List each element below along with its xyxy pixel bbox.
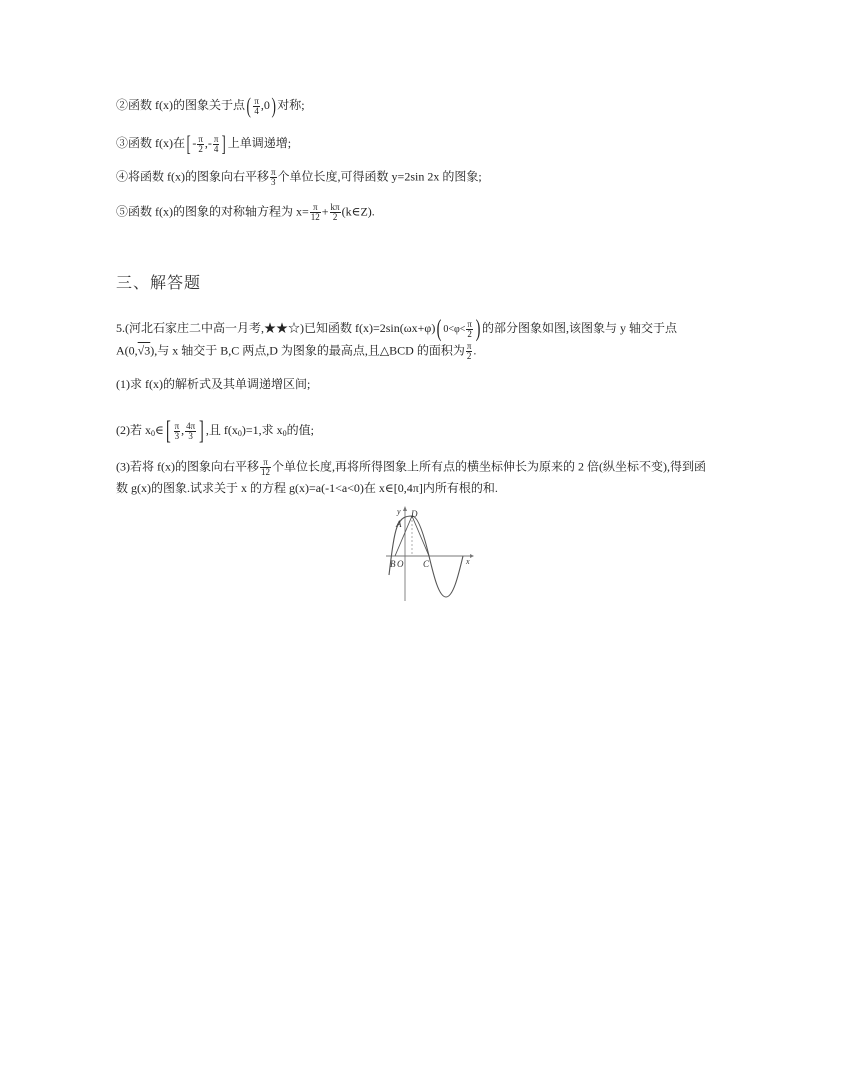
statement-5: ⑤函数 f(x)的图象的对称轴方程为 x= $\frac{\pi}{12}$ + $\frac{k\pi}{2}$ (k∈Z).: [116, 202, 375, 222]
problem-5-part-3-line-2: 数 g(x)的图象.试求关于 x 的方程 g(x)=a(-1<a<0)在 x∈[0,4π]内所有根的和.: [116, 481, 498, 495]
statement-2-suffix: 对称;: [277, 97, 305, 112]
sqrt-3: √3: [137, 343, 151, 358]
label-o: O: [397, 559, 404, 569]
y-axis-arrow: [403, 506, 407, 511]
statement-3: ③函数 f(x)在[ - $\frac{\pi}{2}$ ,- $\frac{\pi}{4}$ ] 上单调递增;: [116, 131, 292, 156]
x-axis-arrow: [470, 554, 474, 558]
fraction-pi-over-12: $\frac{\pi}{12}$: [260, 457, 270, 477]
fraction-pi-over-2: $\frac{\pi}{2}$: [466, 341, 472, 361]
problem-5-line-2: A(0,√3),与 x 轴交于 B,C 两点,D 为图象的最高点,且△BCD 的面积为 $\frac{\pi}{2}$ .: [116, 341, 477, 361]
label-x: x: [466, 557, 470, 566]
fraction-pi-over-2: $\frac{\pi}{2}$: [198, 133, 203, 154]
label-c: C: [423, 559, 430, 569]
fraction-4pi-over-3: $\frac{4\pi}{3}$: [186, 420, 196, 441]
statement-4: ④将函数 f(x)的图象向右平移 $\frac{\pi}{3}$ 个单位长度,可得函数 y=2sin 2x 的图象;: [116, 167, 482, 187]
fraction-pi-over-12: $\frac{\pi}{12}$: [310, 202, 320, 222]
problem-5-part-3-line-1: (3)若将 f(x)的图象向右平移 $\frac{\pi}{12}$ 个单位长度,再将所得图象上所有点的横坐标伸长为原来的 2 倍(纵坐标不变),得到函: [116, 457, 706, 477]
statement-2-prefix: ②函数 f(x)的图象关于点: [116, 97, 245, 112]
label-y: y: [397, 507, 401, 516]
label-d: D: [411, 509, 418, 519]
sine-graph-figure: [384, 505, 476, 603]
fraction-kpi-over-2: $\frac{k\pi}{2}$: [330, 202, 340, 222]
problem-5-part-1: (1)求 f(x)的解析式及其单调递增区间;: [116, 377, 311, 391]
problem-5-line-1: 5.(河北石家庄二中高一月考,★★☆)已知函数 f(x)=2sin(ωx+φ)( 0<φ< $\frac{\pi}{2}$ ) 的部分图象如图,该图象与 y 轴交于点: [116, 316, 677, 342]
problem-5-part-2: (2)若 $x_0\in$[ $\frac{\pi}{3}$ , $\frac{4\pi}{3}$ ] ,且 $f(x_0)=1$,求 $x_0$的值;: [116, 416, 314, 445]
fraction-pi-over-3: $\frac{\pi}{3}$: [174, 420, 180, 441]
fraction-pi-over-2: $\frac{\pi}{2}$: [467, 318, 472, 339]
fraction-pi-over-4: $\frac{\pi}{4}$: [254, 95, 259, 116]
fraction-pi-over-4: $\frac{\pi}{4}$: [213, 133, 219, 154]
section-title: 三、解答题: [116, 273, 202, 292]
fraction-pi-over-3: $\frac{\pi}{3}$: [271, 167, 276, 187]
segment-dc: [412, 516, 429, 556]
label-a: A: [396, 519, 402, 529]
statement-2: ②函数 f(x)的图象关于点( $\frac{\pi}{4}$ ,0)对称;: [116, 93, 305, 118]
label-b: B: [390, 559, 396, 569]
